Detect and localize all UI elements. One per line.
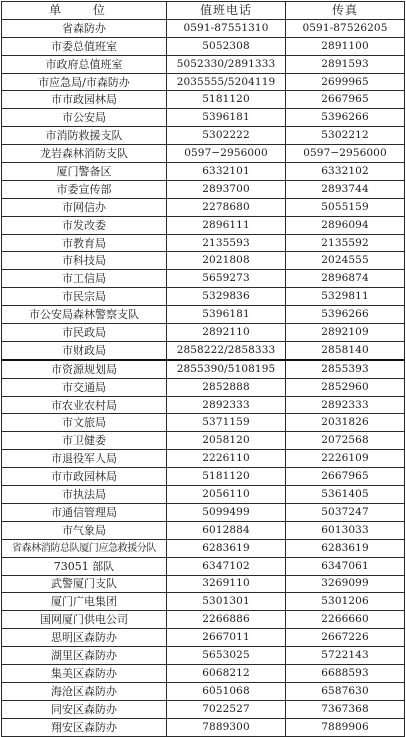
- fax-cell: 2266660: [286, 611, 405, 629]
- duty-phone-cell: 0591-87551310: [167, 19, 286, 37]
- unit-cell: 73051 部队: [2, 557, 167, 575]
- duty-phone-cell: 5301301: [167, 593, 286, 611]
- fax-cell: 2891100: [286, 37, 405, 55]
- duty-phone-cell: 5052308: [167, 37, 286, 55]
- contact-directory-sheet: [1, 1, 404, 737]
- unit-cell: 湖里区森防办: [2, 647, 167, 665]
- duty-phone-cell: 5329836: [167, 288, 286, 306]
- unit-cell: 厦门广电集团: [2, 593, 167, 611]
- table-row: [2, 647, 405, 665]
- unit-cell: 市消防救援支队: [2, 127, 167, 145]
- unit-cell: 市资源规划局: [2, 360, 167, 378]
- fax-cell: 2892333: [286, 396, 405, 414]
- fax-cell: 5361405: [286, 486, 405, 504]
- duty-phone-cell: 5052330/2891333: [167, 55, 286, 73]
- unit-cell: 市委总值班室: [2, 37, 167, 55]
- table-row: [2, 324, 405, 342]
- fax-cell: 2226109: [286, 450, 405, 468]
- unit-cell: 市工信局: [2, 270, 167, 288]
- header-row: [2, 2, 405, 20]
- duty-phone-cell: 6347102: [167, 557, 286, 575]
- unit-cell: 市通信管理局: [2, 503, 167, 521]
- duty-phone-cell: 2892110: [167, 324, 286, 342]
- table-row: [2, 73, 405, 91]
- unit-cell: 市公安局森林警察支队: [2, 306, 167, 324]
- duty-phone-cell: 3269110: [167, 575, 286, 593]
- duty-phone-cell: 5659273: [167, 270, 286, 288]
- duty-phone-cell: 2896111: [167, 216, 286, 234]
- table-row: [2, 521, 405, 539]
- fax-cell: 2858140: [286, 341, 405, 359]
- column-header-duty-phone: 值班电话: [167, 2, 286, 20]
- table-row: [2, 109, 405, 127]
- fax-cell: 5396266: [286, 306, 405, 324]
- duty-phone-cell: 2667011: [167, 629, 286, 647]
- fax-cell: 7889906: [286, 718, 405, 736]
- table-header: [2, 2, 405, 20]
- fax-cell: 6013033: [286, 521, 405, 539]
- table-row: [2, 378, 405, 396]
- fax-cell: 2893744: [286, 180, 405, 198]
- table-row: [2, 360, 405, 378]
- fax-cell: 2896094: [286, 216, 405, 234]
- unit-cell: 市民政局: [2, 324, 167, 342]
- fax-cell: 6332102: [286, 163, 405, 181]
- fax-cell: 2031826: [286, 414, 405, 432]
- table-row: [2, 252, 405, 270]
- unit-cell: 同安区森防办: [2, 700, 167, 718]
- table-row: [2, 216, 405, 234]
- fax-cell: 5722143: [286, 647, 405, 665]
- unit-cell: 市执法局: [2, 486, 167, 504]
- duty-phone-cell: 2058120: [167, 432, 286, 450]
- table-row: [2, 180, 405, 198]
- table-row: [2, 163, 405, 181]
- duty-phone-cell: 5371159: [167, 414, 286, 432]
- duty-phone-cell: 7022527: [167, 700, 286, 718]
- unit-cell: 思明区森防办: [2, 629, 167, 647]
- table-row: [2, 718, 405, 736]
- unit-cell: 市委宣传部: [2, 180, 167, 198]
- duty-phone-cell: 2135593: [167, 234, 286, 252]
- duty-phone-cell: 2858222/2858333: [167, 341, 286, 359]
- table-row: [2, 557, 405, 575]
- unit-cell: 市政府总值班室: [2, 55, 167, 73]
- unit-cell: 市公安局: [2, 109, 167, 127]
- table-row: [2, 682, 405, 700]
- unit-cell: 市网信办: [2, 198, 167, 216]
- duty-phone-cell: 2266886: [167, 611, 286, 629]
- table-row: [2, 503, 405, 521]
- table-row: [2, 664, 405, 682]
- fax-cell: 2667965: [286, 91, 405, 109]
- unit-cell: 集美区森防办: [2, 664, 167, 682]
- table-row: [2, 55, 405, 73]
- table-row: [2, 37, 405, 55]
- duty-phone-cell: 2056110: [167, 486, 286, 504]
- duty-phone-cell: 6283619: [167, 539, 286, 557]
- fax-cell: 5302212: [286, 127, 405, 145]
- table-row: [2, 288, 405, 306]
- unit-cell: 省森防办: [2, 19, 167, 37]
- table-row: [2, 270, 405, 288]
- duty-phone-cell: 6332101: [167, 163, 286, 181]
- fax-cell: 0591-87526205: [286, 19, 405, 37]
- table-row: [2, 414, 405, 432]
- unit-cell: 市农业农村局: [2, 396, 167, 414]
- fax-cell: 2135592: [286, 234, 405, 252]
- fax-cell: 6688593: [286, 664, 405, 682]
- unit-cell: 市交通局: [2, 378, 167, 396]
- unit-cell: 市市政园林局: [2, 91, 167, 109]
- table-row: [2, 468, 405, 486]
- unit-cell: 厦门警备区: [2, 163, 167, 181]
- duty-phone-cell: 5653025: [167, 647, 286, 665]
- fax-cell: 2667226: [286, 629, 405, 647]
- duty-phone-cell: 5396181: [167, 306, 286, 324]
- unit-cell: 市卫健委: [2, 432, 167, 450]
- fax-cell: 2891593: [286, 55, 405, 73]
- fax-cell: 2024555: [286, 252, 405, 270]
- table-row: [2, 575, 405, 593]
- duty-phone-cell: 2278680: [167, 198, 286, 216]
- unit-cell: 市民宗局: [2, 288, 167, 306]
- fax-cell: 5329811: [286, 288, 405, 306]
- duty-phone-cell: 2852888: [167, 378, 286, 396]
- unit-cell: 市市政园林局: [2, 468, 167, 486]
- duty-phone-cell: 6012884: [167, 521, 286, 539]
- fax-cell: 2855393: [286, 360, 405, 378]
- duty-phone-cell: 2892333: [167, 396, 286, 414]
- table-row: [2, 145, 405, 163]
- fax-cell: 2667965: [286, 468, 405, 486]
- table-row: [2, 611, 405, 629]
- fax-cell: 7367368: [286, 700, 405, 718]
- column-header-unit: 单 位: [2, 2, 167, 20]
- table-row: [2, 306, 405, 324]
- duty-phone-cell: 0597−2956000: [167, 145, 286, 163]
- fax-cell: 2852960: [286, 378, 405, 396]
- unit-cell: 市气象局: [2, 521, 167, 539]
- duty-phone-cell: 5302222: [167, 127, 286, 145]
- duty-phone-cell: 7889300: [167, 718, 286, 736]
- fax-cell: 2072568: [286, 432, 405, 450]
- fax-cell: 5055159: [286, 198, 405, 216]
- unit-cell: 市退役军人局: [2, 450, 167, 468]
- table-row: [2, 19, 405, 37]
- fax-cell: 5037247: [286, 503, 405, 521]
- unit-cell: 龙岩森林消防支队: [2, 145, 167, 163]
- duty-phone-cell: 5099499: [167, 503, 286, 521]
- fax-cell: 2896874: [286, 270, 405, 288]
- unit-cell: 市财政局: [2, 341, 167, 359]
- duty-phone-cell: 2855390/5108195: [167, 360, 286, 378]
- unit-cell: 翔安区森防办: [2, 718, 167, 736]
- table-row: [2, 234, 405, 252]
- table-row: [2, 629, 405, 647]
- duty-phone-cell: 5181120: [167, 468, 286, 486]
- unit-cell: 市发改委: [2, 216, 167, 234]
- table-row: [2, 341, 405, 359]
- table-row: [2, 432, 405, 450]
- duty-phone-cell: 6068212: [167, 664, 286, 682]
- duty-phone-cell: 5396181: [167, 109, 286, 127]
- unit-cell: 市应急局/市森防办: [2, 73, 167, 91]
- fax-cell: 5301206: [286, 593, 405, 611]
- duty-phone-table: [1, 1, 405, 737]
- table-row: [2, 486, 405, 504]
- table-row: [2, 396, 405, 414]
- fax-cell: 6587630: [286, 682, 405, 700]
- unit-cell: 市文旅局: [2, 414, 167, 432]
- table-row: [2, 700, 405, 718]
- fax-cell: 2892109: [286, 324, 405, 342]
- table-row: [2, 593, 405, 611]
- table-row: [2, 91, 405, 109]
- unit-cell: 市教育局: [2, 234, 167, 252]
- duty-phone-cell: 5181120: [167, 91, 286, 109]
- fax-cell: 0597−2956000: [286, 145, 405, 163]
- unit-cell: 海沧区森防办: [2, 682, 167, 700]
- table-row: [2, 539, 405, 557]
- duty-phone-cell: 2021808: [167, 252, 286, 270]
- fax-cell: 6347061: [286, 557, 405, 575]
- table-row: [2, 198, 405, 216]
- fax-cell: 3269099: [286, 575, 405, 593]
- column-header-fax: 传真: [286, 2, 405, 20]
- fax-cell: 2699965: [286, 73, 405, 91]
- unit-cell: 市科技局: [2, 252, 167, 270]
- table-row: [2, 127, 405, 145]
- unit-cell: 武警厦门支队: [2, 575, 167, 593]
- table-body: [2, 19, 405, 736]
- unit-cell: 省森林消防总队厦门应急救援分队: [2, 539, 167, 557]
- fax-cell: 5396266: [286, 109, 405, 127]
- fax-cell: 6283619: [286, 539, 405, 557]
- duty-phone-cell: 2226110: [167, 450, 286, 468]
- table-row: [2, 450, 405, 468]
- duty-phone-cell: 2035555/5204119: [167, 73, 286, 91]
- unit-cell: 国网厦门供电公司: [2, 611, 167, 629]
- duty-phone-cell: 2893700: [167, 180, 286, 198]
- duty-phone-cell: 6051068: [167, 682, 286, 700]
